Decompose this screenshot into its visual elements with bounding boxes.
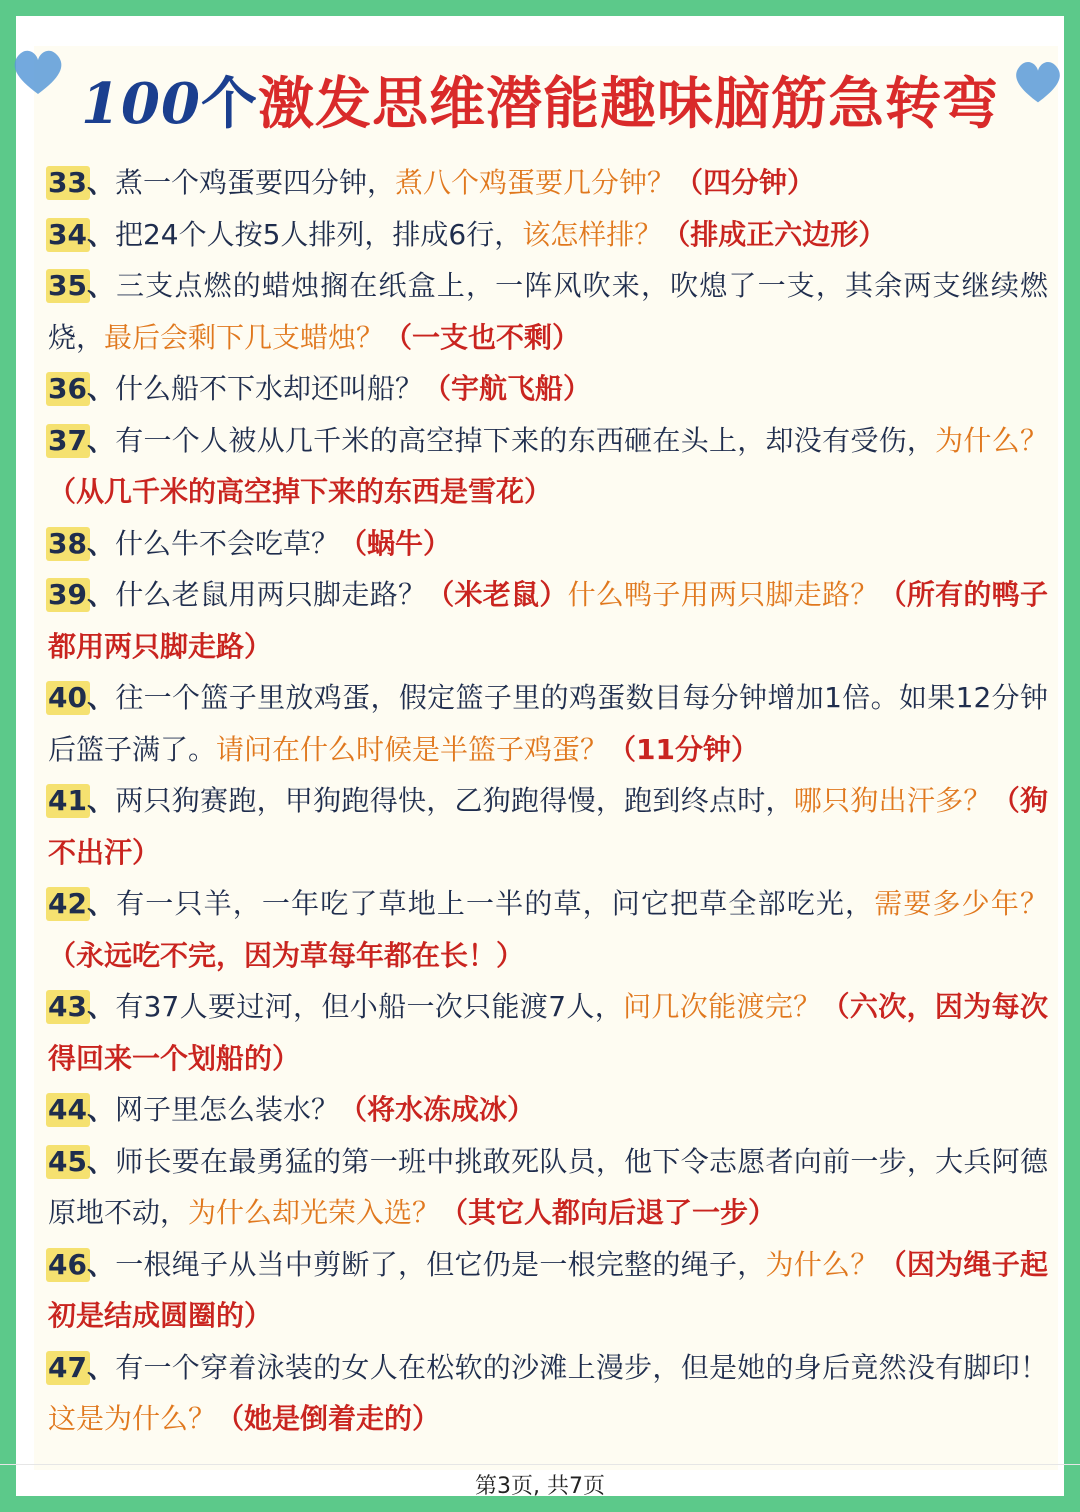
riddle-number: 41、 [48,775,115,827]
riddle-answer: （六次，因为每次得回来一个划船的） [48,990,1048,1075]
riddle-number: 36、 [48,363,115,415]
riddle-question: 三支点燃的蜡烛搁在纸盒上，一阵风吹来，吹熄了一支，其余两支继续燃烧， [48,269,1048,354]
riddle-answer: （宇航飞船） [422,372,591,405]
riddle-question-2: 什么鸭子用两只脚走路？ [567,578,879,611]
riddle-answer: （将水冻成冰） [338,1093,535,1126]
riddle-answer: （一支也不剩） [384,320,581,354]
riddle-number: 46、 [48,1239,115,1291]
riddle-item [48,672,1048,775]
riddle-answer: （米老鼠） [426,578,568,611]
riddle-hint-question: 哪只狗出汗多？ [793,784,992,817]
riddle-hint-question: 该怎样排？ [522,217,663,251]
riddle-hint-question: 问几次能渡完？ [623,990,822,1023]
riddle-answer: （11分钟） [608,732,759,766]
riddle-question: 一根绳子从当中剪断了，但它仍是一根完整的绳子， [114,1247,766,1281]
riddle-answer: （其它人都向后退了一步） [440,1196,777,1229]
riddle-number: 38、 [48,518,115,570]
riddle-number: 40、 [48,672,115,724]
riddle-question: 有一只羊，一年吃了草地上一半的草，问它把草全部吃光， [114,887,875,920]
riddle-item [48,1084,1048,1136]
riddle-question: 什么老鼠用两只脚走路？ [114,578,427,611]
riddle-number: 44、 [48,1084,115,1136]
title-end: 脑筋急转弯 [713,72,999,137]
riddle-item [48,775,1048,878]
riddle-number: 35、 [48,260,115,312]
riddle-item [48,1342,1048,1445]
riddle-answer: （蜗牛） [338,526,451,560]
page-indicator: 第3页, 共7页 [0,1464,1080,1500]
riddle-number: 47、 [48,1342,115,1394]
riddle-number: 45、 [48,1136,115,1188]
riddle-answer: （从几千米的高空掉下来的东西是雪花） [48,475,553,508]
riddle-item [48,518,1048,570]
riddle-answer: （因为绳子起初是结成圆圈的） [48,1247,1048,1332]
riddle-hint-question: 煮八个鸡蛋要几分钟？ [394,166,675,199]
riddle-number: 33、 [48,157,115,209]
riddle-question: 师长要在最勇猛的第一班中挑敢死队员，他下令志愿者向前一步，大兵阿德原地不动， [48,1144,1048,1229]
riddle-hint-question: 为什么？ [935,423,1048,457]
riddle-number: 42、 [48,878,115,930]
riddle-item [48,415,1048,518]
riddle-hint-question: 为什么？ [765,1247,879,1281]
riddle-answer: （她是倒着走的） [216,1402,441,1435]
riddle-answer: （四分钟） [675,166,816,199]
riddle-question: 什么船不下水却还叫船？ [114,372,423,405]
riddle-item [48,157,1048,209]
riddle-number: 43、 [48,981,115,1033]
riddle-hint-question: 最后会剩下几支蜡烛？ [104,320,385,354]
riddle-item [48,1136,1048,1239]
riddle-question: 把24个人按5人排列，排成6行， [114,217,523,251]
riddle-answer: （永远吃不完，因为草每年都在长！） [48,938,525,972]
title-measure-word: 个 [200,72,258,137]
riddle-answer: （排成正六边形） [662,217,887,251]
riddle-number: 37、 [48,415,115,467]
title-main: 激发思维潜能趣味 [257,72,714,137]
riddle-item [48,260,1048,363]
riddle-number: 34、 [48,209,115,261]
riddle-hint-question: 这是为什么？ [48,1402,217,1435]
riddle-question: 两只狗赛跑，甲狗跑得快，乙狗跑得慢，跑到终点时， [114,784,794,817]
riddle-question: 往一个篮子里放鸡蛋，假定篮子里的鸡蛋数目每分钟增加1倍。如果12分钟后篮子满了。 [48,681,1048,766]
riddle-question: 什么牛不会吃草？ [114,526,339,560]
title-number: 100 [81,71,201,137]
riddle-question: 有一个穿着泳装的女人在松软的沙滩上漫步，但是她的身后竟然没有脚印！ [114,1350,1048,1384]
riddle-answer: （狗不出汗） [48,784,1048,869]
riddle-item [48,209,1048,261]
riddle-item [48,981,1048,1084]
page-title [0,68,1080,141]
riddle-question: 网子里怎么装水？ [114,1093,339,1126]
riddle-hint-question: 请问在什么时候是半篮子鸡蛋？ [216,732,609,766]
riddle-question: 有一个人被从几千米的高空掉下来的东西砸在头上，却没有受伤， [114,423,936,457]
riddle-question: 有37人要过河，但小船一次只能渡7人， [114,990,624,1023]
riddle-question: 煮一个鸡蛋要四分钟， [114,166,395,199]
riddle-hint-question: 需要多少年？ [874,887,1048,920]
riddle-item [48,363,1048,415]
riddle-item [48,878,1048,981]
riddle-list [48,157,1048,1445]
riddle-number: 39、 [48,569,115,621]
riddle-answer-2: （所有的鸭子都用两只脚走路） [48,578,1048,663]
riddle-item [48,569,1048,672]
riddle-item [48,1239,1048,1342]
riddle-hint-question: 为什么却光荣入选？ [188,1196,441,1229]
